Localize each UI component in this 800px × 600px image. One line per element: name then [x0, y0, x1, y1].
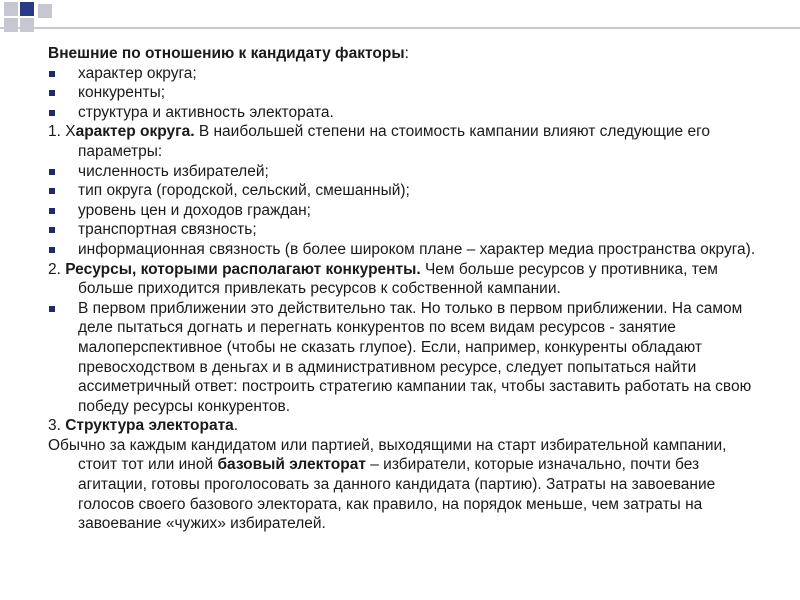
list-item	[48, 83, 768, 103]
decor-square	[20, 2, 34, 16]
bullet-text: тип округа (городской, сельский, смешанный);	[78, 182, 410, 200]
section-1-paragraph	[48, 122, 768, 161]
decor-square	[4, 2, 18, 16]
bullet-square-icon	[49, 188, 55, 194]
closing-text-before: Обычно за каждым кандидатом или партией, выходящими на старт избирательной кампании, стоит тот или иной	[48, 436, 727, 474]
section-title: Структура электората	[65, 417, 234, 435]
section-number: 1. Х	[48, 123, 76, 141]
closing-text-after: – избиратели, которые изначально, почти без агитации, готовы проголосовать за данного кандидата (партию). Затраты на завоевание голосов своего базового электората, как правило, на порядок меньше, чем затраты на завоевание «чужих» избирателей.	[78, 456, 716, 533]
bullet-text: конкуренты;	[78, 84, 166, 102]
list-item	[48, 162, 768, 182]
bullet-text: численность избирателей;	[78, 162, 269, 180]
section-number: 2.	[48, 260, 66, 278]
bullet-square-icon	[49, 227, 55, 233]
bullet-square-icon	[49, 110, 55, 116]
decor-square	[20, 18, 34, 32]
section-text: .	[233, 417, 239, 435]
list-item	[48, 181, 768, 201]
list-item	[48, 103, 768, 123]
list-item	[48, 64, 768, 84]
bullet-square-icon	[49, 208, 55, 214]
bullet-text: уровень цен и доходов граждан;	[78, 201, 311, 219]
bullet-text: характер округа;	[78, 64, 197, 82]
section-title: арактер округа.	[75, 123, 195, 141]
list-item	[48, 220, 768, 240]
section-3-paragraph	[48, 416, 768, 436]
bullet-square-icon	[49, 71, 55, 77]
section-text: Чем больше ресурсов у противника, тем больше приходится привлекать ресурсов к собственной кампании.	[78, 260, 718, 298]
decor-square	[4, 18, 18, 32]
section-text: В наибольшей степени на стоимость кампании влияют следующие его параметры:	[78, 123, 711, 160]
bullet-text: В первом приближении это действительно так. Но только в первом приближении. На самом деле пытаться догнать и перегнать конкурентов по всем видам ресурсов - занятие малоперспективное (чтобы не сказать глупое). Если, например, конкуренты обладают превосходством в деньгах и в административном ресурсе, следует попытаться найти ассиметричный ответ: построить стратегию кампании так, чтобы заставить работать на свою победу ресурсы конкурентов.	[78, 299, 752, 415]
decor-square	[38, 4, 52, 18]
slide-text	[48, 44, 768, 534]
heading-bold: Внешние по отношению к кандидату факторы	[48, 45, 405, 62]
list-item	[48, 299, 768, 417]
closing-bold-term: базовый электорат	[217, 456, 366, 474]
list-item	[48, 240, 768, 260]
section-title: Ресурсы, которыми располагают конкуренты.	[65, 260, 421, 278]
closing-paragraph	[48, 436, 768, 534]
decorative-header	[0, 0, 800, 36]
bullet-text: информационная связность (в более широком плане – характер медиа пространства округа).	[78, 240, 756, 258]
bullet-square-icon	[49, 306, 55, 312]
bullet-square-icon	[49, 90, 55, 96]
slide-heading	[48, 44, 768, 64]
section-number: 3.	[48, 417, 66, 435]
section-2-paragraph	[48, 260, 768, 299]
bullet-text: структура и активность электората.	[78, 103, 334, 121]
heading-rest: :	[404, 45, 409, 62]
bullet-square-icon	[49, 169, 55, 175]
bullet-text: транспортная связность;	[78, 221, 257, 239]
bullet-square-icon	[49, 247, 55, 253]
list-item	[48, 201, 768, 221]
header-rule	[0, 27, 800, 29]
